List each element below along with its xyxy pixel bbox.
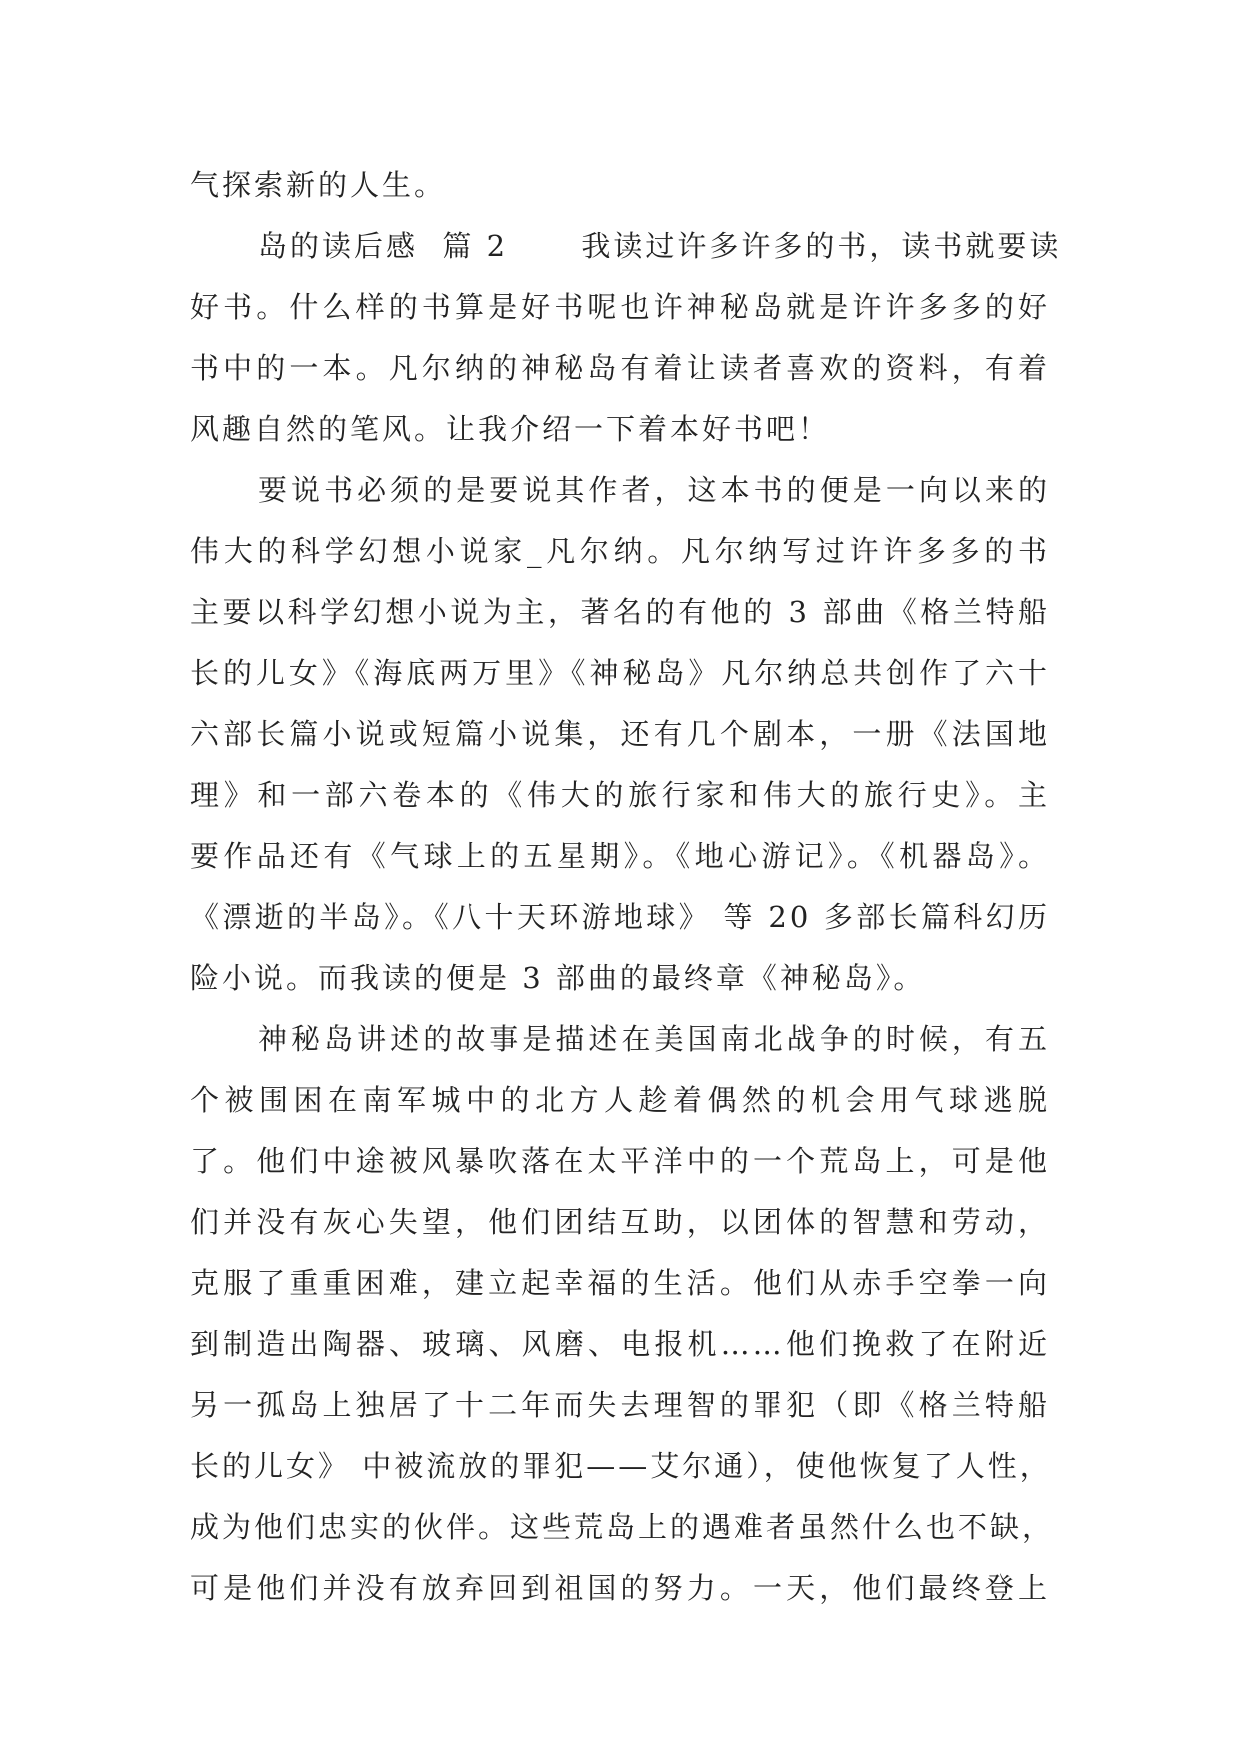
text-line: 六部长篇小说或短篇小说集，还有几个剧本，一册《法国地 (190, 717, 1050, 751)
text-line: 书中的一本。凡尔纳的神秘岛有着让读者喜欢的资料，有着 (190, 351, 1050, 385)
text-line: 风趣自然的笔风。让我介绍一下着本好书吧！ (190, 412, 831, 446)
text-line: 岛的读后感 篇 2 我读过许多许多的书，读书就要读 (258, 229, 1062, 263)
body-text (190, 155, 1062, 1619)
text-line: 《漂逝的半岛》。《八十天环游地球》 等 20 多部长篇科幻历 (190, 900, 1050, 934)
text-line: 理》和一部六卷本的《伟大的旅行家和伟大的旅行史》。主 (190, 778, 1050, 812)
text-line: 另一孤岛上独居了十二年而失去理智的罪犯（即《格兰特船 (190, 1388, 1050, 1422)
text-line: 要说书必须的是要说其作者，这本书的便是一向以来的 (258, 473, 1050, 507)
text-line: 好书。什么样的书算是好书呢也许神秘岛就是许许多多的好 (190, 290, 1050, 324)
text-line: 克服了重重困难，建立起幸福的生活。他们从赤手空拳一向 (190, 1266, 1050, 1300)
text-line: 神秘岛讲述的故事是描述在美国南北战争的时候，有五 (258, 1022, 1050, 1056)
text-line: 了。他们中途被风暴吹落在太平洋中的一个荒岛上，可是他 (190, 1144, 1050, 1178)
text-line: 伟大的科学幻想小说家_凡尔纳。凡尔纳写过许许多多的书 (190, 534, 1050, 568)
text-line: 长的儿女》 中被流放的罪犯——艾尔通），使他恢复了人性， (190, 1449, 1052, 1483)
text-line: 险小说。而我读的便是 3 部曲的最终章《神秘岛》。 (190, 961, 926, 995)
text-line: 可是他们并没有放弃回到祖国的努力。一天，他们最终登上 (190, 1571, 1050, 1605)
text-line: 成为他们忠实的伙伴。这些荒岛上的遇难者虽然什么也不缺， (190, 1510, 1055, 1544)
text-line: 要作品还有《气球上的五星期》。《地心游记》。《机器岛》。 (190, 839, 1050, 873)
text-line: 主要以科学幻想小说为主，著名的有他的 3 部曲《格兰特船 (190, 595, 1050, 629)
text-line: 气探索新的人生。 (190, 168, 447, 202)
text-line: 们并没有灰心失望，他们团结互助，以团体的智慧和劳动， (190, 1205, 1050, 1239)
text-line: 到制造出陶器、玻璃、风磨、电报机……他们挽救了在附近 (190, 1327, 1050, 1361)
text-line: 长的儿女》《海底两万里》《神秘岛》凡尔纳总共创作了六十 (190, 656, 1050, 690)
text-line: 个被围困在南军城中的北方人趁着偶然的机会用气球逃脱 (190, 1083, 1050, 1117)
